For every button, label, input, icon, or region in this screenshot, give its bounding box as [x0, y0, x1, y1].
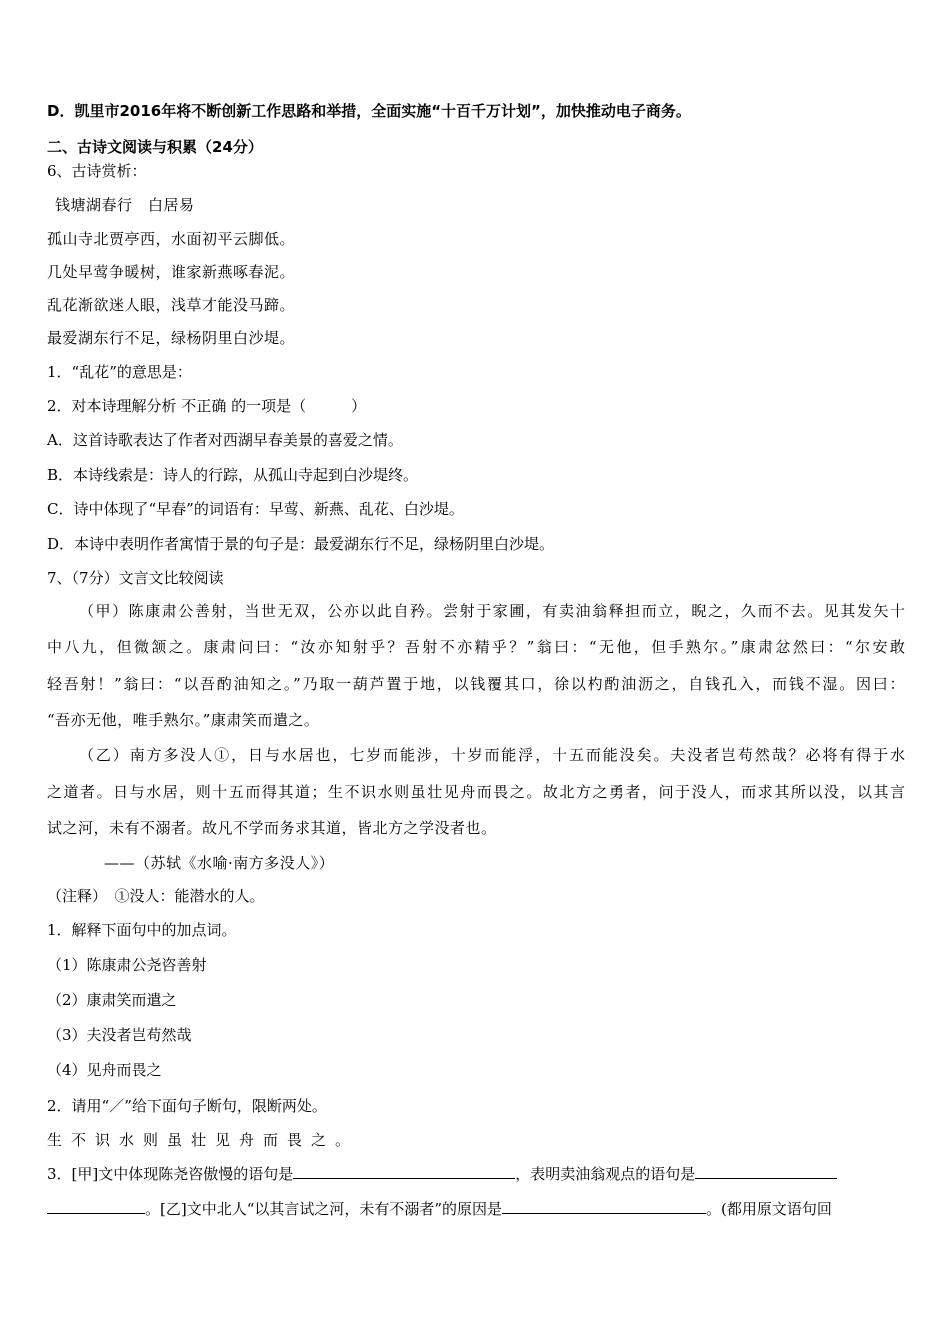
- q7-sub-1-item-1: （1）陈康肃公尧咨善射: [47, 956, 207, 974]
- q7-sub-2: 2．请用“／”给下面句子断句，限断两处。: [47, 1097, 327, 1115]
- passage-jia-line-3: 轻吾射！”翁曰：“以吾酌油知之。”乃取一葫芦置于地，以钱覆其口，徐以杓酌油沥之，自钱孔入，而钱不湿。因曰：: [47, 675, 907, 693]
- q6-option-c: C．诗中体现了“早春”的词语有：早莺、新燕、乱花、白沙堤。: [47, 500, 464, 518]
- q6-option-a: A．这首诗歌表达了作者对西湖早春美景的喜爱之情。: [47, 431, 403, 449]
- q6-sub-2: 2．对本诗理解分析 不正确 的一项是（ ）: [47, 397, 367, 415]
- q7-sub-3-part-1: 3．[甲]文中体现陈尧咨傲慢的语句是: [47, 1165, 294, 1183]
- passage-jia-line-1: （甲）陈康肃公善射，当世无双，公亦以此自矜。尝射于家圃，有卖油翁释担而立，睨之，久而不去。见其发矢十: [79, 602, 907, 620]
- passage-yi-line-3: 试之河，未有不溺者。故凡不学而务求其道，皆北方之学没者也。: [47, 819, 497, 837]
- q7-sub-1-item-4: （4）见舟而畏之: [47, 1061, 162, 1079]
- passage-jia-line-4: “吾亦无他，唯手熟尔。”康肃笑而遣之。: [47, 711, 320, 729]
- question-6-title: 6、古诗赏析：: [47, 162, 147, 180]
- passage-jia-line-2: 中八九，但微颔之。康肃问曰：“汝亦知射乎？吾射不亦精乎？”翁曰：“无他，但手熟尔。”康肃忿然曰：“尔安敢: [47, 638, 908, 656]
- answer-blank-2-continued[interactable]: [47, 1199, 145, 1214]
- annotation: （注释） ①没人：能潜水的人。: [47, 887, 265, 905]
- answer-blank-3[interactable]: [502, 1199, 706, 1214]
- q7-sub-3-part-3: 。[乙]文中北人“以其言试之河，未有不溺者”的原因是: [145, 1200, 503, 1218]
- question-7-title: 7、（7分）文言文比较阅读: [47, 569, 224, 587]
- option-d: D．凯里市2016年将不断创新工作思路和举措，全面实施“十百千万计划”，加快推动电子商务。: [47, 102, 691, 120]
- q7-sub-1-item-3: （3）夫没者岂苟然哉: [47, 1026, 192, 1044]
- q7-sub-3-part-4: 。(都用原文语句回: [706, 1200, 832, 1218]
- passage-yi-line-1: （乙）南方多没人①，日与水居也，七岁而能涉，十岁而能浮，十五而能没矣。夫没者岂苟然哉？必将有得于水: [79, 746, 907, 764]
- poem-line-2: 几处早莺争暖树，谁家新燕啄春泥。: [47, 263, 296, 281]
- section-heading: 二、古诗文阅读与积累（24分）: [47, 138, 263, 156]
- poem-line-4: 最爱湖东行不足，绿杨阴里白沙堤。: [47, 329, 296, 347]
- poem-title: 钱塘湖春行 白居易: [55, 196, 195, 214]
- q7-sub-3-part-2: ，表明卖油翁观点的语句是: [515, 1165, 696, 1183]
- q6-option-d: D．本诗中表明作者寓情于景的句子是：最爱湖东行不足，绿杨阴里白沙堤。: [47, 535, 555, 553]
- answer-blank-1[interactable]: [293, 1164, 515, 1179]
- passage-source: ——（苏轼《水喻·南方多没人》）: [104, 854, 335, 872]
- poem-line-3: 乱花渐欲迷人眼，浅草才能没马蹄。: [47, 296, 296, 314]
- poem-line-1: 孤山寺北贾亭西，水面初平云脚低。: [47, 230, 296, 248]
- answer-blank-2[interactable]: [695, 1164, 837, 1179]
- q7-sub-1: 1．解释下面句中的加点词。: [47, 921, 237, 939]
- q7-sub-3-line-2: [47, 1199, 832, 1219]
- passage-yi-line-2: 之道者。日与水居，则十五而得其道；生不识水则虽壮见舟而畏之。故北方之勇者，问于没人，而求其所以没，以其言: [47, 783, 907, 801]
- q6-sub-1: 1．“乱花”的意思是：: [47, 363, 192, 381]
- q7-sub-1-item-2: （2）康肃笑而遣之: [47, 991, 177, 1009]
- q6-option-b: B．本诗线索是：诗人的行踪，从孤山寺起到白沙堤终。: [47, 466, 419, 484]
- q7-sub-3-line-1: [47, 1164, 837, 1184]
- q7-sub-2-sentence: 生不识水则虽壮见舟而畏之。: [47, 1131, 360, 1149]
